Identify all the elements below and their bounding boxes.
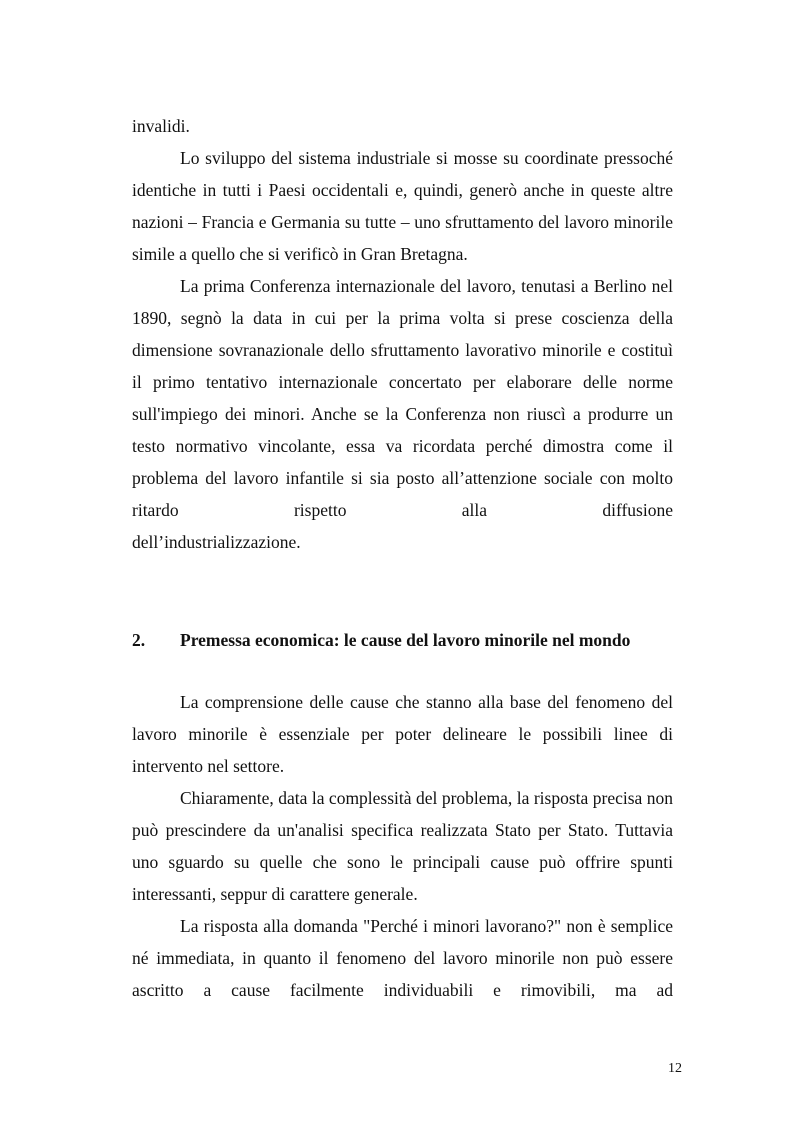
paragraph-industrial-development: Lo sviluppo del sistema industriale si mosse su coordinate pressoché identiche in tutti i Paesi occidentali e, quindi, generò anche in queste altre nazioni – Francia e Germania su tutte – uno sfruttamento del lavoro minorile simile a quello che si verificò in Gran Bretagna. (132, 148, 673, 264)
section-title: Premessa economica: le cause del lavoro minorile nel mondo (180, 630, 631, 650)
paragraph-continuation: invalidi. (132, 116, 190, 136)
body-text-bottom (132, 686, 673, 1006)
paragraph-berlin-conference-end: dell’industrializzazione. (132, 532, 301, 552)
section-number: 2. (132, 630, 146, 650)
paragraph-why-minors-work: La risposta alla domanda "Perché i minori lavorano?" non è semplice né immediata, in quanto il fenomeno del lavoro minorile non può essere ascritto a cause facilmente individuabili e rimovibili, ma ad (132, 916, 673, 1000)
paragraph-berlin-conference: La prima Conferenza internazionale del lavoro, tenutasi a Berlino nel 1890, segnò la data in cui per la prima volta si prese coscienza della dimensione sovranazionale dello sfruttamento lavorativo minorile e costituì il primo tentativo internazionale concertato per elaborare delle norme sull'impiego dei minori. Anche se la Conferenza non riuscì a produrre un testo normativo vincolante, essa va ricordata perché dimostra come il problema del lavoro infantile si sia posto all’attenzione sociale con molto ritardo rispetto alla diffusione (132, 276, 673, 520)
paragraph-causes-understanding: La comprensione delle cause che stanno alla base del fenomeno del lavoro minorile è essenziale per poter delineare le possibili linee di intervento nel settore. (132, 692, 673, 776)
page-number: 12 (668, 1061, 682, 1076)
body-text-top (132, 110, 673, 558)
paragraph-complexity: Chiaramente, data la complessità del problema, la risposta precisa non può prescindere da un'analisi specifica realizzata Stato per Stato. Tuttavia uno sguardo su quelle che sono le principali cause può offrire spunti interessanti, seppur di carattere generale. (132, 788, 673, 904)
section-heading (132, 624, 692, 656)
